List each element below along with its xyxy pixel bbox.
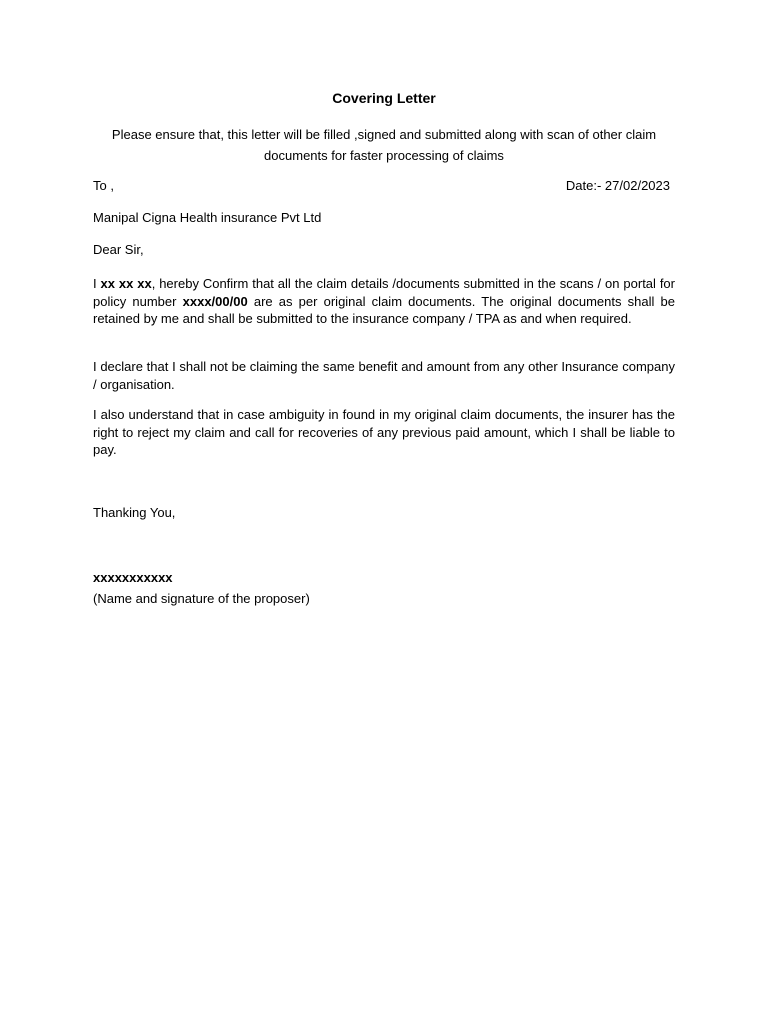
paragraph1-mid: , hereby Confirm that all the claim details /documents submitted in the scans / on portal for policy number: [93, 276, 675, 309]
letter-title: Covering Letter: [332, 90, 436, 106]
signature-caption: (Name and signature of the proposer): [93, 591, 310, 606]
claimant-name-placeholder: xx xx xx: [100, 276, 152, 291]
understanding-paragraph: I also understand that in case ambiguity in found in my original claim documents, the insurer has the right to reject my claim and call for recoveries of any previous paid amount, which I shall be liable to pay.: [93, 407, 675, 457]
recipient-name: Manipal Cigna Health insurance Pvt Ltd: [93, 210, 322, 225]
policy-number-placeholder: xxxx/00/00: [182, 293, 248, 309]
closing-text: Thanking You,: [93, 505, 176, 520]
to-line: To ,: [93, 178, 114, 193]
signature-name-placeholder: xxxxxxxxxxx: [93, 570, 173, 585]
paragraph1-prefix: I: [93, 276, 101, 291]
instruction-text: Please ensure that, this letter will be filled ,signed and submitted along with scan of other claim documents for faster processing of claims: [111, 127, 657, 163]
confirmation-paragraph: [93, 275, 675, 328]
date-line: Date:- 27/02/2023: [565, 178, 670, 193]
salutation: Dear Sir,: [93, 242, 144, 257]
paragraph1-suffix: are as per original claim documents. The original documents shall be retained by me and shall be submitted to the insurance company / TPA as and when required.: [93, 293, 675, 326]
declaration-paragraph: I declare that I shall not be claiming the same benefit and amount from any other Insurance company / organisation.: [93, 359, 675, 392]
